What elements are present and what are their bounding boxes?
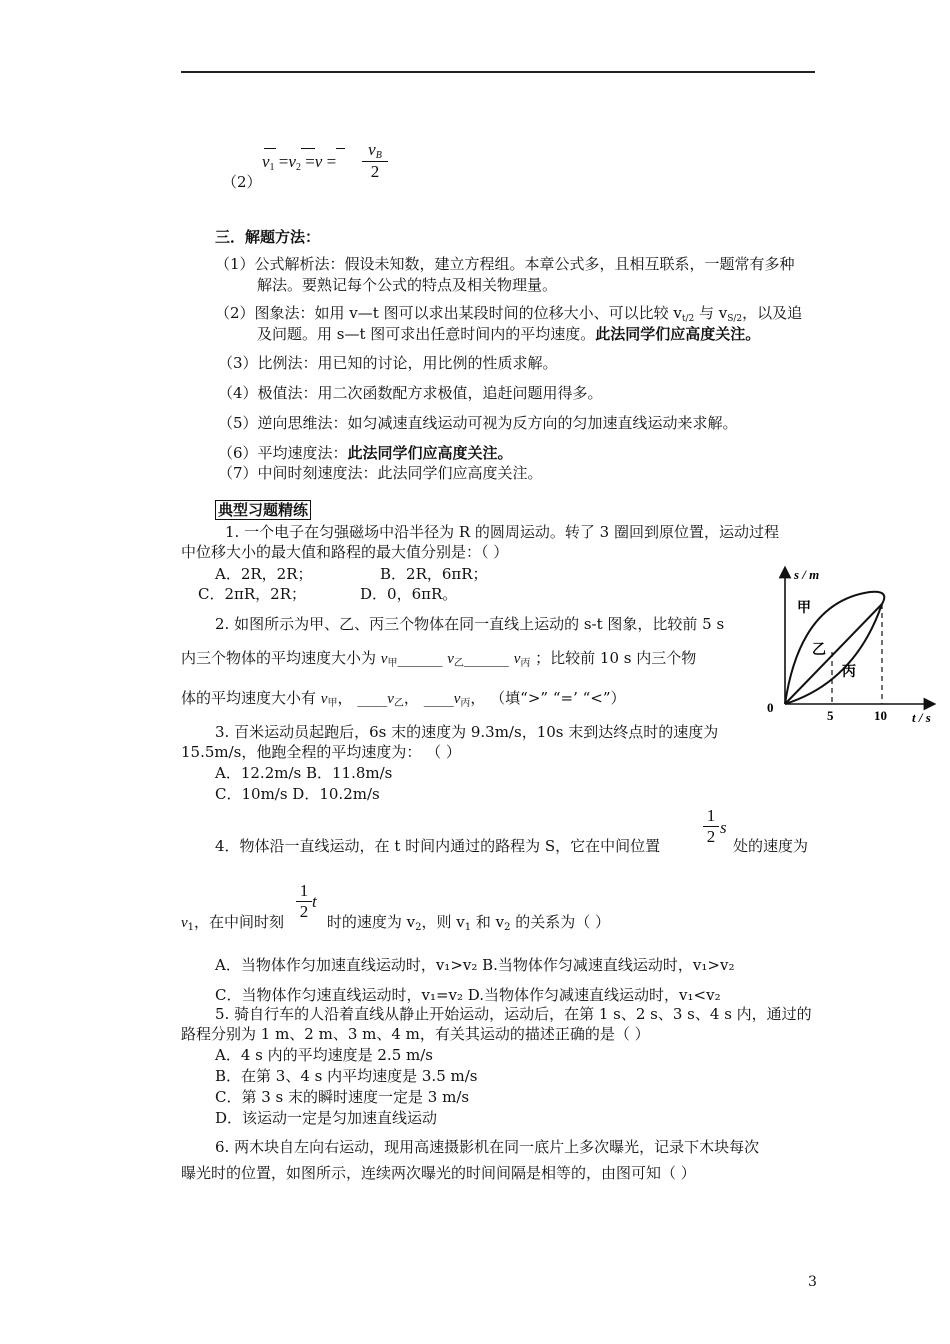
- st-graph: [760, 562, 950, 730]
- q5-line-1: 5. 骑自行车的人沿着直线从静止开始运动，运动后，在第 1 s、2 s、3 s、4 s 内，通过的: [215, 1005, 812, 1023]
- origin-label: 0: [767, 700, 774, 715]
- q3-options-cd: C．10m/s D．10.2m/s: [215, 785, 380, 803]
- x-label: t / s: [912, 710, 931, 725]
- y-label: s / m: [794, 567, 820, 582]
- line-yi: [785, 604, 882, 704]
- q5-option-a: A．4 s 内的平均速度是 2.5 m/s: [215, 1046, 433, 1064]
- q4-fraction-half-t: $\frac{1}{2}$: [296, 881, 312, 922]
- formula-expr: $v_1 =v_2 =v$ =: [262, 152, 337, 173]
- method-1-line-2: 解法。要熟记每个公式的特点及相关物理量。: [257, 276, 558, 294]
- q4-line-1: 4．物体沿一直线运动，在 t 时间内通过的路程为 S，它在中间位置: [215, 837, 661, 855]
- section-3-title: 三．解题方法：: [215, 228, 321, 246]
- q4-fraction-t: t: [312, 892, 317, 911]
- vb-fraction: $\frac{v_B}{2}$: [362, 140, 388, 182]
- label-bing: 丙: [842, 665, 856, 680]
- tick-10: 10: [874, 708, 887, 723]
- q1-option-b: B．2R，6πR；: [380, 565, 488, 583]
- method-2-line-1: （2）图象法：如用 v—t 图可以求出某段时间的位移大小、可以比较 $v_{t/2}$ 与 $v_{S/2}$，以及追: [215, 304, 803, 324]
- q6-line-2: 曝光时的位置，如图所示，连续两次曝光的时间间隔是相等的，由图可知（ ）: [181, 1164, 696, 1182]
- q3-line-2: 15.5m/s，他跑全程的平均速度为： （ ）: [181, 743, 461, 761]
- method-2-line-2: 及问题。用 s—t 图可求出任意时间内的平均速度。此法同学们应高度关注。: [257, 325, 761, 343]
- q5-line-2: 路程分别为 1 m、2 m、3 m、4 m，有关其运动的描述正确的是（ ）: [181, 1025, 650, 1043]
- method-4: （4）极值法：用二次函数配方求极值，追赶问题用得多。: [218, 384, 603, 402]
- q4-options-cd: C．当物体作匀速直线运动时，v₁=v₂ D.当物体作匀减速直线运动时，v₁<v₂: [215, 986, 721, 1004]
- q2-line-1: 2. 如图所示为甲、乙、丙三个物体在同一直线上运动的 s-t 图象，比较前 5 s: [215, 615, 725, 633]
- q3-line-1: 3. 百米运动员起跑后，6s 末的速度为 9.3m/s，10s 末到达终点时的速度为: [215, 723, 719, 741]
- method-3: （3）比例法：用已知的讨论，用比例的性质求解。: [218, 354, 558, 372]
- q2-line-2: 内三个物体的平均速度大小为 $v_甲\_\_\_\_\_\_$ $v_乙\_\_\_\_\_\_$ $v_丙$ ；比较前 10 s 内三个物: [181, 649, 697, 669]
- q1-line-1: 1. 一个电子在匀强磁场中沿半径为 R 的圆周运动。转了 3 圈回到原位置，运动过程: [225, 523, 779, 541]
- method-6: （6）平均速度法：此法同学们应高度关注。: [218, 444, 513, 462]
- method-5: （5）逆向思维法：如匀减速直线运动可视为反方向的匀加速直线运动来求解。: [218, 414, 738, 432]
- method-7: （7）中间时刻速度法：此法同学们应高度关注。: [218, 464, 543, 482]
- q1-option-d: D．0，6πR。: [360, 585, 458, 603]
- q5-option-d: D．该运动一定是匀加速直线运动: [215, 1109, 438, 1127]
- q1-line-2: 中位移大小的最大值和路程的最大值分别是：（ ）: [181, 543, 509, 561]
- page-number: 3: [808, 1274, 817, 1290]
- q3-options-ab: A．12.2m/s B．11.8m/s: [215, 764, 393, 782]
- q2-line-3: 体的平均速度大小有 $v_甲$， $\_\_\_\_v_乙$， $\_\_\_\_v_丙$， （填“>” “=’ “<”）: [181, 689, 626, 709]
- q1-option-c: C．2πR，2R；: [198, 585, 307, 603]
- q4-line-2: $v_1$，在中间时刻 时的速度为 $v_2$，则 $v_1$ 和 $v_2$ 的关系为（ ）: [181, 913, 611, 933]
- method-1-line-1: （1）公式解析法：假设未知数，建立方程组。本章公式多，且相互联系，一题常有多种: [215, 255, 795, 273]
- q4-line-1-end: 处的速度为: [733, 837, 809, 855]
- q1-option-a: A．2R，2R；: [215, 565, 313, 583]
- q5-option-c: C．第 3 s 末的瞬时速度一定是 3 m/s: [215, 1088, 470, 1106]
- q4-options-ab: A．当物体作匀加速直线运动时，v₁>v₂ B.当物体作匀减速直线运动时，v₁>v₂: [215, 956, 735, 974]
- practice-title: 典型习题精练: [215, 500, 311, 520]
- tick-5: 5: [827, 708, 834, 723]
- label-yi: 乙: [812, 643, 826, 658]
- label-jia: 甲: [797, 601, 811, 616]
- formula-label: （2）: [222, 173, 262, 191]
- q6-line-1: 6. 两木块自左向右运动，现用高速摄影机在同一底片上多次曝光，记录下木块每次: [215, 1138, 760, 1156]
- header-rule: [181, 71, 815, 73]
- q5-option-b: B．在第 3、4 s 内平均速度是 3.5 m/s: [215, 1067, 478, 1085]
- q4-fraction-s: s: [720, 818, 727, 837]
- q4-fraction-half: $\frac{1}{2}$: [703, 806, 719, 847]
